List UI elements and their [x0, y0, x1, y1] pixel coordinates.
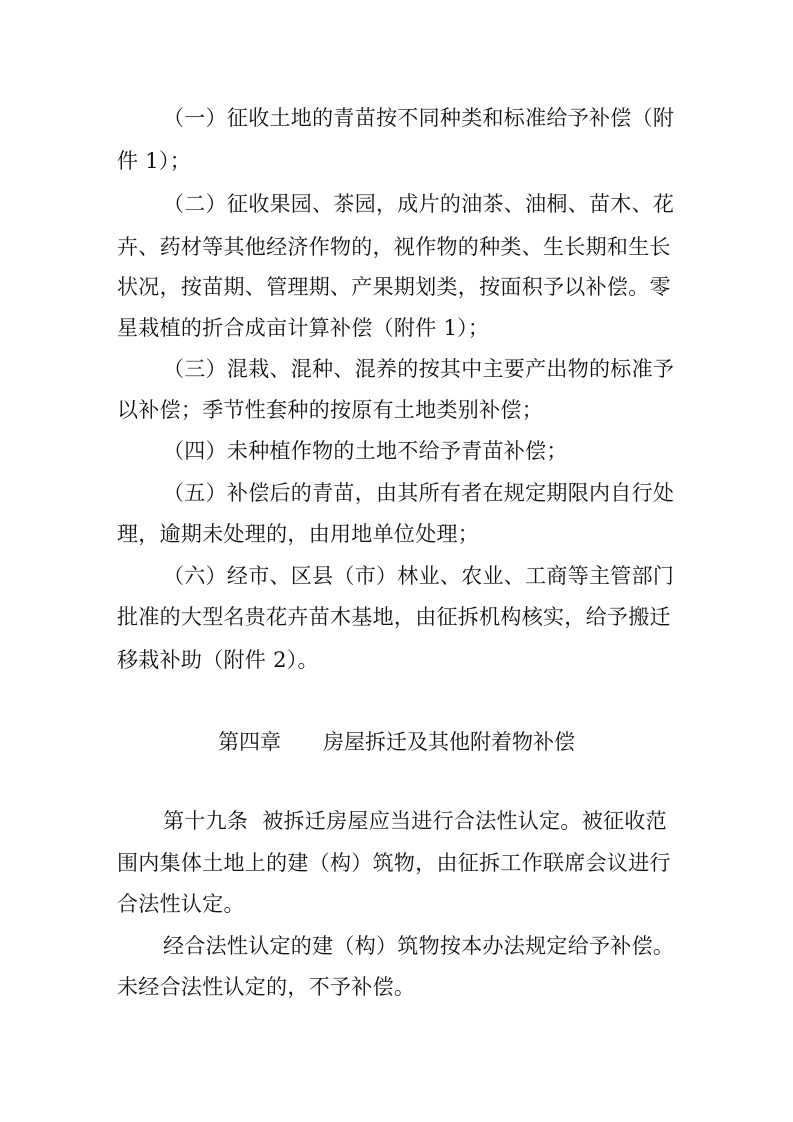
paragraph-2-line-2: 卉、药材等其他经济作物的，视作物的种类、生长期和生长: [117, 235, 671, 259]
chapter-title: 房屋拆迁及其他附着物补偿: [323, 730, 575, 754]
article-label: 第十九条: [163, 809, 249, 833]
paragraph-1-line-1: （一）征收土地的青苗按不同种类和标准给予补偿（附: [163, 106, 675, 130]
article-19-line-3: 合法性认定。: [117, 892, 245, 916]
paragraph-4-line-1: （四）未种植作物的土地不给予青苗补偿；: [163, 439, 568, 463]
paragraph-5-line-1: （五）补偿后的青苗，由其所有者在规定期限内自行处: [163, 481, 675, 505]
article-19-line-1: [163, 806, 677, 836]
article-text-line-1: 被拆迁房屋应当进行合法性认定。被征收范: [262, 809, 667, 833]
paragraph-3-line-1: （三）混栽、混种、混养的按其中主要产出物的标准予: [163, 357, 675, 381]
paragraph-after-line-1: 经合法性认定的建（构）筑物按本办法规定给予补偿。: [163, 934, 675, 958]
paragraph-2-line-1: （二）征收果园、茶园，成片的油茶、油桐、苗木、花: [163, 192, 675, 216]
paragraph-3-line-2: 以补偿；季节性套种的按原有土地类别补偿；: [117, 398, 543, 422]
paragraph-2-line-3: 状况，按苗期、管理期、产果期划类，按面积予以补偿。零: [117, 275, 671, 299]
chapter-heading: [0, 727, 793, 757]
paragraph-6-line-1: （六）经市、区县（市）林业、农业、工商等主管部门: [163, 564, 675, 588]
paragraph-6-line-2: 批准的大型名贵花卉苗木基地，由征拆机构核实，给予搬迁: [117, 605, 671, 629]
paragraph-1-line-2: 件 1）；: [117, 149, 192, 173]
article-19-line-2: 围内集体土地上的建（构）筑物，由征拆工作联席会议进行: [117, 851, 671, 875]
paragraph-5-line-2: 理，逾期未处理的，由用地单位处理；: [117, 522, 480, 546]
paragraph-2-line-4: 星栽植的折合成亩计算补偿（附件 1）；: [117, 316, 490, 340]
chapter-number: 第四章: [218, 730, 281, 754]
paragraph-6-line-3: 移栽补助（附件 2）。: [117, 648, 319, 672]
paragraph-after-line-2: 未经合法性认定的，不予补偿。: [117, 975, 416, 999]
